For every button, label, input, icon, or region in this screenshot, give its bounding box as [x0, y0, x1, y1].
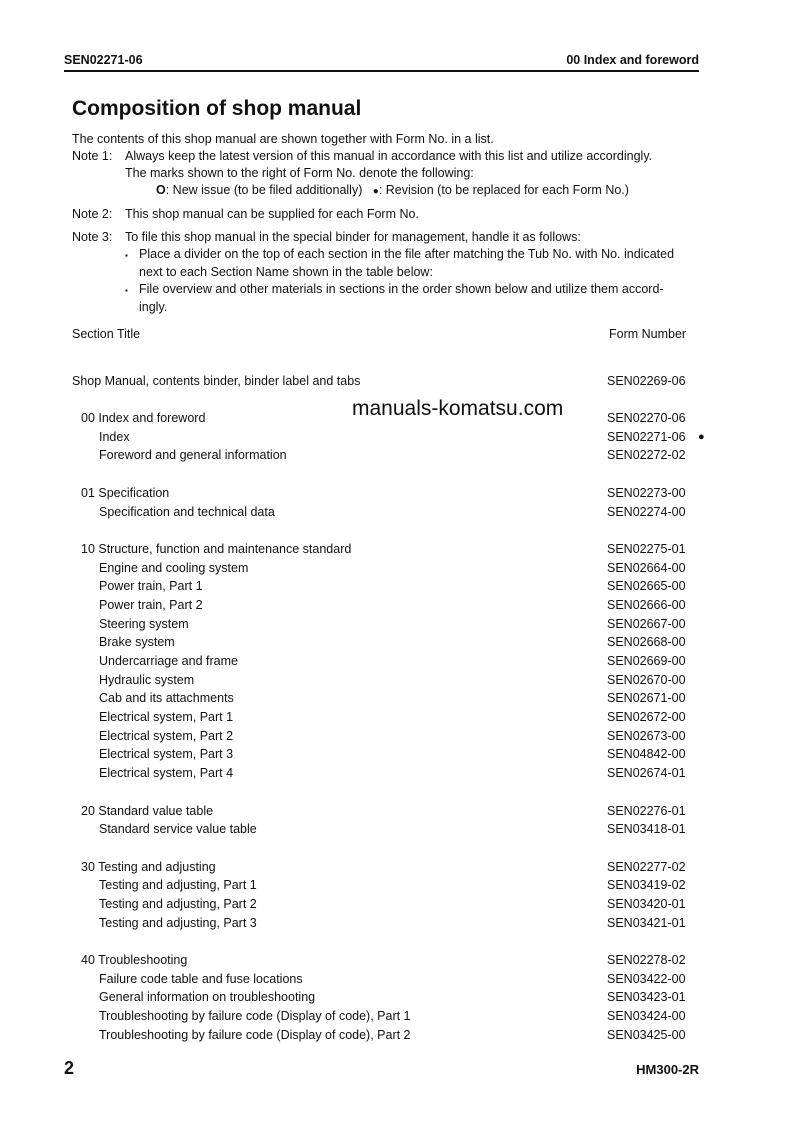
table-row — [72, 1007, 712, 1026]
table-row — [72, 671, 712, 690]
form-number: SEN02666-00 — [607, 597, 686, 612]
section-title: Power train, Part 1 — [99, 579, 203, 594]
section-title: Testing and adjusting, Part 3 — [99, 915, 257, 930]
table-row — [72, 764, 712, 783]
page-title: Composition of shop manual — [72, 97, 362, 120]
table-header — [72, 325, 712, 344]
page-number: 2 — [64, 1058, 75, 1078]
form-number: SEN02674-01 — [607, 766, 686, 781]
section-title: Electrical system, Part 3 — [99, 747, 234, 762]
table-row — [72, 1026, 712, 1045]
form-number: SEN02670-00 — [607, 672, 686, 687]
section-title: Power train, Part 2 — [99, 597, 203, 612]
table-row — [72, 596, 712, 615]
form-number: SEN02672-00 — [607, 710, 686, 725]
table-row — [72, 633, 712, 652]
form-number: SEN02270-06 — [607, 411, 686, 426]
revision-mark-icon: ● — [698, 430, 705, 443]
section-title: Electrical system, Part 2 — [99, 728, 234, 743]
table-row — [72, 876, 712, 895]
table-row — [72, 559, 712, 578]
form-number: SEN02665-00 — [607, 579, 686, 594]
col-section-title: Section Title — [72, 327, 141, 341]
notes — [72, 131, 712, 316]
table-row — [72, 802, 712, 821]
spacer — [72, 521, 712, 540]
section-name: 00 Index and foreword — [566, 53, 699, 67]
new-issue-text: : New issue (to be filed additionally) — [165, 183, 363, 197]
section-title: Standard service value table — [99, 822, 257, 837]
table-row — [72, 727, 712, 746]
table-row — [72, 895, 712, 914]
page-header — [64, 53, 699, 72]
form-number: SEN03418-01 — [607, 822, 686, 837]
contents-table — [72, 325, 712, 1044]
spacer — [72, 465, 712, 484]
bullet2-text: File overview and other materials in sections in the order shown below and utilize them accord- — [139, 282, 664, 296]
new-issue-mark: O — [156, 183, 166, 197]
table-row — [72, 446, 712, 465]
bullet1-text2: next to each Section Name shown in the table below: — [139, 265, 433, 279]
section-title: Brake system — [99, 635, 175, 650]
section-title: Steering system — [99, 616, 189, 631]
table-row — [72, 988, 712, 1007]
section-title: Testing and adjusting, Part 2 — [99, 896, 257, 911]
table-row — [72, 708, 712, 727]
table-row — [72, 970, 712, 989]
section-title: Engine and cooling system — [99, 560, 249, 575]
bullet2-text2: ingly. — [139, 300, 168, 314]
form-number: SEN02275-01 — [607, 541, 686, 556]
model-name: HM300-2R — [636, 1062, 699, 1077]
col-form-number: Form Number — [609, 327, 687, 341]
note1-label: Note 1: — [72, 149, 113, 163]
form-number: SEN03422-00 — [607, 971, 686, 986]
table-row — [72, 540, 712, 559]
table-row — [72, 914, 712, 933]
spacer — [72, 932, 712, 951]
note1-text: Always keep the latest version of this manual in accordance with this list and utilize accordingly. — [125, 149, 653, 163]
form-number: SEN03424-00 — [607, 1009, 686, 1024]
form-number: SEN02272-02 — [607, 448, 686, 463]
form-number: SEN02269-06 — [607, 373, 686, 388]
table-row — [72, 503, 712, 522]
section-title: 00 Index and foreword — [81, 411, 206, 426]
section-title: Undercarriage and frame — [99, 654, 238, 668]
bullet-icon: ▪ — [125, 286, 128, 295]
bullet-icon: ▪ — [125, 251, 128, 260]
form-number: SEN02277-02 — [607, 859, 686, 874]
spacer — [72, 783, 712, 802]
note2-label: Note 2: — [72, 207, 113, 221]
form-number: SEN02671-00 — [607, 691, 686, 706]
form-number: SEN02276-01 — [607, 803, 686, 818]
form-number: SEN03423-01 — [607, 990, 686, 1005]
form-number: SEN03420-01 — [607, 896, 686, 911]
section-title: General information on troubleshooting — [99, 990, 316, 1005]
watermark: manuals-komatsu.com — [352, 397, 564, 420]
form-number: SEN04842-00 — [607, 747, 686, 762]
note3-label: Note 3: — [72, 230, 113, 244]
section-title: 01 Specification — [81, 485, 170, 500]
section-title: 20 Standard value table — [81, 803, 214, 818]
section-title: Specification and technical data — [99, 504, 275, 519]
section-title: Troubleshooting by failure code (Display of code), Part 2 — [99, 1027, 411, 1042]
note2-text: This shop manual can be supplied for each Form No. — [125, 207, 419, 221]
note3-text: To file this shop manual in the special binder for management, handle it as follows: — [125, 230, 581, 244]
doc-id: SEN02271-06 — [64, 53, 143, 67]
form-number: SEN02668-00 — [607, 635, 686, 650]
form-number: SEN03421-01 — [607, 915, 686, 930]
form-number: SEN02673-00 — [607, 728, 686, 743]
section-title: Failure code table and fuse locations — [99, 971, 303, 986]
section-title: 30 Testing and adjusting — [81, 859, 216, 874]
table-row — [72, 689, 712, 708]
form-number: SEN02667-00 — [607, 616, 686, 631]
revision-text: : Revision (to be replaced for each Form No.) — [378, 183, 629, 197]
form-number: SEN02273-00 — [607, 485, 686, 500]
table-row — [72, 372, 712, 391]
form-number: SEN02664-00 — [607, 560, 686, 575]
spacer — [72, 839, 712, 858]
section-title: 40 Troubleshooting — [81, 953, 188, 967]
table-row — [72, 577, 712, 596]
table-row — [72, 820, 712, 839]
table-row — [72, 652, 712, 671]
table-row — [72, 951, 712, 970]
form-number: SEN02274-00 — [607, 504, 686, 519]
section-title: 10 Structure, function and maintenance standard — [81, 541, 352, 556]
intro: The contents of this shop manual are shown together with Form No. in a list. — [72, 132, 494, 146]
form-number: SEN03419-02 — [607, 878, 686, 893]
table-row — [72, 484, 712, 503]
table-row — [72, 745, 712, 764]
section-title: Electrical system, Part 4 — [99, 766, 234, 781]
section-title: Electrical system, Part 1 — [99, 710, 234, 725]
revision-mark-icon: ● — [372, 186, 379, 197]
form-number: SEN03425-00 — [607, 1027, 686, 1042]
section-title: Shop Manual, contents binder, binder label and tabs — [72, 373, 361, 388]
section-title: Index — [99, 429, 130, 444]
table-row — [72, 428, 712, 447]
form-number: SEN02278-02 — [607, 953, 686, 967]
note1-text2: The marks shown to the right of Form No. denote the following: — [125, 166, 474, 180]
table-row — [72, 615, 712, 634]
form-number: SEN02271-06 — [607, 429, 686, 444]
section-title: Foreword and general information — [99, 448, 287, 463]
marks-legend — [72, 182, 712, 200]
section-title: Hydraulic system — [99, 672, 195, 687]
section-title: Cab and its attachments — [99, 691, 234, 706]
section-title: Testing and adjusting, Part 1 — [99, 878, 257, 893]
table-row — [72, 858, 712, 877]
section-title: Troubleshooting by failure code (Display of code), Part 1 — [99, 1009, 411, 1024]
form-number: SEN02669-00 — [607, 654, 686, 668]
bullet1-text: Place a divider on the top of each section in the file after matching the Tub No. with No. indicated — [139, 247, 675, 261]
